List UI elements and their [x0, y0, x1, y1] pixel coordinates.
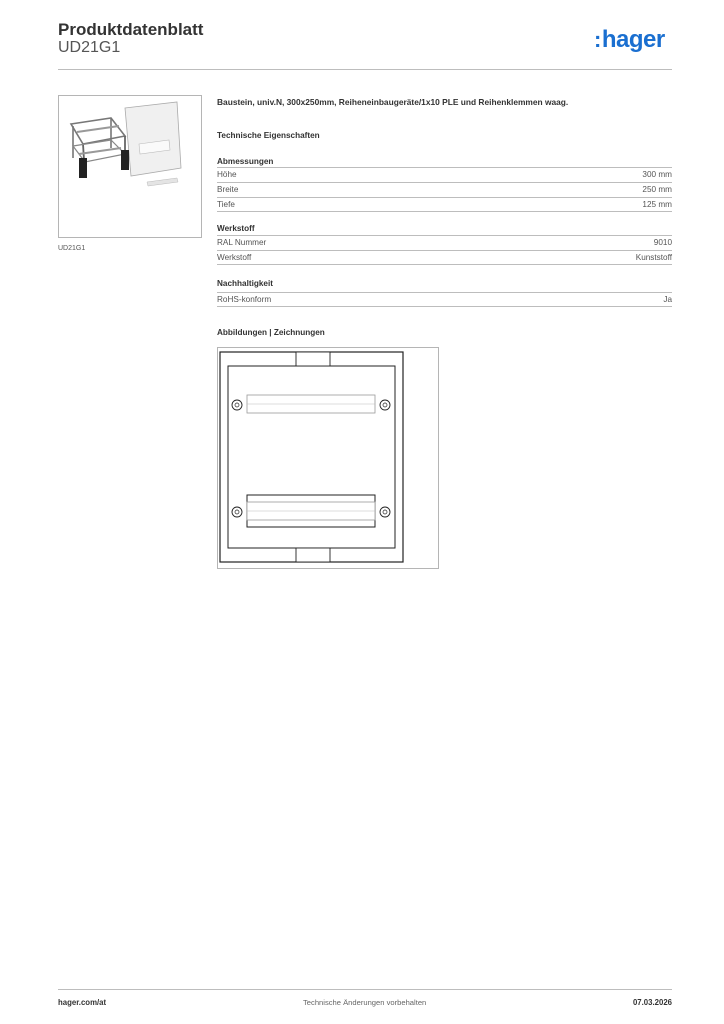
property-label: Breite [217, 185, 239, 194]
property-value: Ja [663, 295, 672, 304]
property-row [217, 250, 672, 265]
property-label: Werkstoff [217, 253, 252, 262]
section-title-properties: Technische Eigenschaften [217, 131, 320, 140]
property-row [217, 197, 672, 212]
property-row [217, 235, 672, 250]
product-code: UD21G1 [58, 39, 121, 56]
technical-drawing [217, 347, 439, 569]
technical-drawing-illustration [218, 348, 438, 568]
product-description: Baustein, univ.N, 300x250mm, Reiheneinbaugeräte/1x10 PLE und Reihenklemmen waag. [217, 97, 569, 107]
logo-text: hager [601, 26, 665, 53]
property-label: Höhe [217, 170, 237, 179]
property-value: 250 mm [642, 185, 672, 194]
hager-logo [594, 26, 665, 54]
property-value: Kunststoff [635, 253, 672, 262]
group-title-material: Werkstoff [217, 224, 255, 233]
group-title-sustainability: Nachhaltigkeit [217, 279, 273, 288]
property-row [217, 167, 672, 182]
property-label: Tiefe [217, 200, 235, 209]
logo-colon-icon: : [594, 27, 601, 52]
property-value: 300 mm [642, 170, 672, 179]
section-title-drawings: Abbildungen | Zeichnungen [217, 328, 325, 337]
page-title: Produktdatenblatt [58, 20, 204, 39]
property-label: RoHS-konform [217, 295, 272, 304]
header-divider [58, 69, 672, 70]
footer-divider [58, 989, 672, 990]
group-title-dimensions: Abmessungen [217, 157, 274, 166]
footer-website-link[interactable]: hager.com/at [58, 998, 107, 1007]
property-label: RAL Nummer [217, 238, 267, 247]
footer-date: 07.03.2026 [632, 998, 672, 1007]
product-photo [58, 95, 202, 238]
property-value: 125 mm [642, 200, 672, 209]
property-value: 9010 [653, 238, 672, 247]
product-photo-illustration [59, 96, 201, 237]
photo-caption: UD21G1 [58, 245, 86, 252]
property-row [217, 182, 672, 197]
property-row [217, 292, 672, 307]
footer-notice: Technische Änderungen vorbehalten [303, 998, 427, 1007]
